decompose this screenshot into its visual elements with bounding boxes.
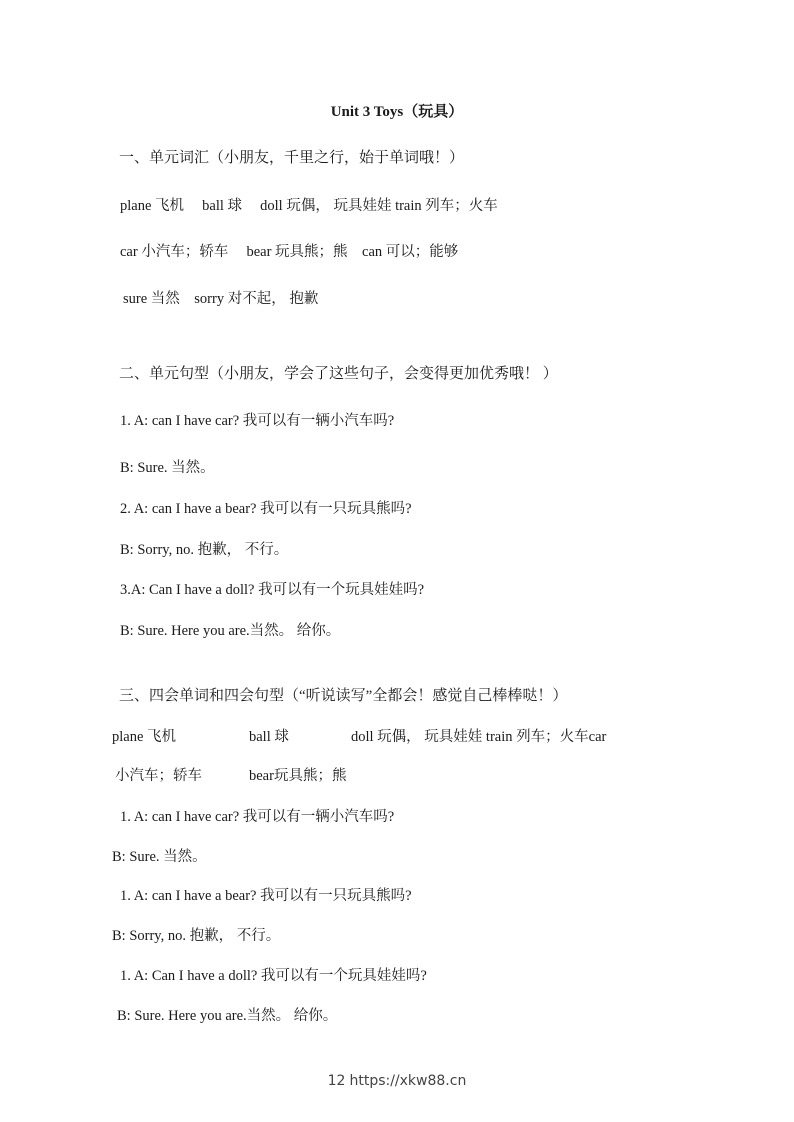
word-ball: ball 球 bbox=[249, 729, 289, 745]
word-bear: bear玩具熊；熊 bbox=[249, 768, 347, 784]
section-heading-sentences: 二、单元句型（小朋友，学会了这些句子，会变得更加优秀哦！ ） bbox=[119, 366, 558, 382]
sentence-line: 1. A: Can I have a doll? 我可以有一个玩具娃娃吗? bbox=[120, 968, 427, 984]
sentence-line: B: Sure. 当然。 bbox=[112, 849, 207, 865]
sentence-line: B: Sorry, no. 抱歉， 不行。 bbox=[120, 542, 289, 558]
word-doll-train: doll 玩偶， 玩具娃娃 train 列车；火车car bbox=[351, 729, 607, 745]
sentence-line: B: Sure. Here you are.当然。 给你。 bbox=[120, 623, 341, 639]
vocab-line: sure 当然 sorry 对不起， 抱歉 bbox=[123, 291, 319, 307]
sentence-line: B: Sure. Here you are.当然。 给你。 bbox=[117, 1008, 338, 1024]
sentence-line: 1. A: can I have car? 我可以有一辆小汽车吗? bbox=[120, 809, 395, 825]
sentence-line: B: Sure. 当然。 bbox=[120, 460, 215, 476]
sentence-line: 1. A: can I have a bear? 我可以有一只玩具熊吗? bbox=[120, 888, 412, 904]
word-plane: plane 飞机 bbox=[112, 729, 177, 745]
word-car: 小汽车；轿车 bbox=[115, 768, 202, 784]
sentence-line: 1. A: can I have car? 我可以有一辆小汽车吗? bbox=[120, 413, 395, 429]
page-number: 12 bbox=[327, 1073, 346, 1089]
document-title: Unit 3 Toys（玩具） bbox=[330, 104, 464, 120]
sentence-line: 2. A: can I have a bear? 我可以有一只玩具熊吗? bbox=[120, 501, 412, 517]
vocab-line: car 小汽车；轿车 bear 玩具熊；熊 can 可以；能够 bbox=[120, 244, 459, 260]
vocab-line: plane 飞机 ball 球 doll 玩偶， 玩具娃娃 train 列车；火车 bbox=[120, 198, 498, 214]
section-heading-four-skills: 三、四会单词和四会句型（“听说读写”全都会！感觉自己棒棒哒！） bbox=[119, 688, 568, 704]
sentence-line: 3.A: Can I have a doll? 我可以有一个玩具娃娃吗? bbox=[120, 582, 425, 598]
footer-url[interactable]: https://xkw88.cn bbox=[349, 1073, 467, 1089]
section-heading-vocabulary: 一、单元词汇（小朋友，千里之行，始于单词哦！） bbox=[119, 150, 465, 166]
sentence-line: B: Sorry, no. 抱歉， 不行。 bbox=[112, 928, 281, 944]
page-footer bbox=[0, 1071, 794, 1091]
